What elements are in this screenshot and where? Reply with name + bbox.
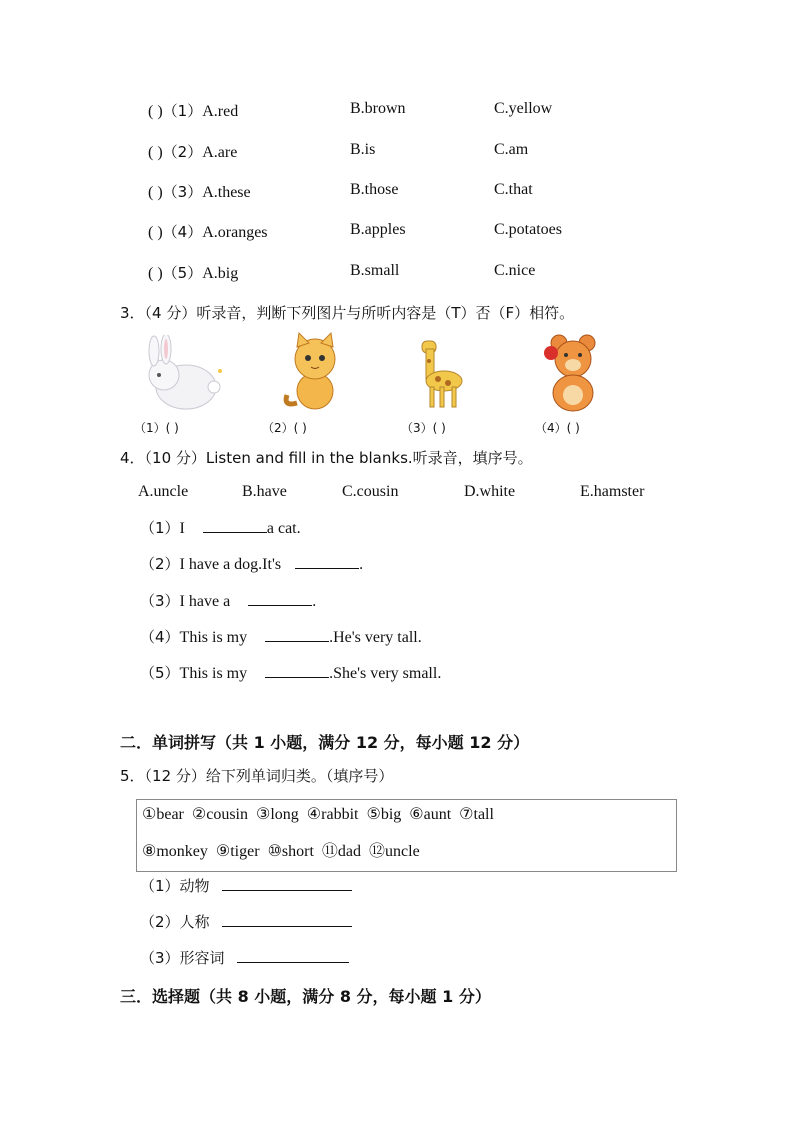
q4-item	[140, 662, 441, 683]
word: ⑫uncle	[369, 843, 420, 860]
q2-row	[148, 100, 238, 121]
option-b: B.apples	[350, 221, 406, 238]
category-label: 动物	[179, 877, 210, 895]
item-prefix: This is my	[179, 629, 248, 646]
word: ③long	[256, 806, 299, 823]
option-c: C.yellow	[494, 100, 553, 117]
q4-title: 4．（10 分）Listen and fill in the blanks.听录音，填序号。	[120, 449, 533, 467]
answer-blank[interactable]	[222, 876, 352, 891]
q4-option: E.hamster	[580, 483, 645, 500]
item-number: （5）	[140, 664, 180, 682]
option-a: A.are	[202, 144, 238, 161]
answer-blank[interactable]	[295, 554, 359, 569]
answer-blank[interactable]	[222, 912, 352, 927]
q4-item	[140, 590, 316, 611]
category-line	[140, 875, 352, 896]
item-number: （3）	[162, 183, 203, 201]
giraffe-icon	[414, 333, 470, 411]
item-number: （2）	[140, 555, 180, 573]
option-c: C.potatoes	[494, 221, 562, 238]
q3-answer-1[interactable]: （1）( )	[134, 421, 179, 435]
item-suffix: .	[312, 593, 317, 610]
word: ②cousin	[191, 806, 248, 823]
q4-option: D.white	[464, 483, 516, 500]
option-c: C.am	[494, 141, 529, 158]
q3-answer-4[interactable]: （4）( )	[535, 421, 580, 435]
item-number: （4）	[140, 628, 180, 646]
answer-paren[interactable]: ( )	[148, 224, 163, 241]
category-label: 人称	[179, 913, 210, 931]
word: ⑤big	[366, 806, 402, 823]
word: ⑪dad	[321, 843, 362, 860]
word: ⑧monkey	[142, 843, 208, 860]
item-number: （4）	[162, 223, 203, 241]
item-prefix: I	[179, 520, 185, 537]
bear-icon	[541, 333, 605, 413]
answer-paren[interactable]: ( )	[148, 184, 163, 201]
word: ⑦tall	[459, 806, 494, 823]
item-number: （1）	[140, 877, 180, 895]
option-c: C.nice	[494, 262, 536, 279]
q2-row	[148, 262, 238, 283]
category-line	[140, 911, 352, 932]
word-bank-row-1	[142, 804, 494, 824]
item-suffix: .	[359, 556, 364, 573]
item-prefix: I have a dog.It's	[179, 556, 282, 573]
category-line	[140, 947, 349, 968]
item-number: （2）	[140, 913, 180, 931]
word: ⑥aunt	[409, 806, 452, 823]
q4-item	[140, 553, 363, 574]
cat-icon	[279, 331, 347, 413]
q2-row	[148, 221, 268, 242]
q3-title: 3．（4 分）听录音，判断下列图片与所听内容是（T）否（F）相符。	[120, 304, 575, 322]
item-prefix: I have a	[179, 593, 231, 610]
q5-title: 5．（12 分）给下列单词归类。（填序号）	[120, 767, 394, 785]
answer-blank[interactable]	[203, 518, 267, 533]
item-number: （3）	[140, 949, 180, 967]
option-b: B.brown	[350, 100, 406, 117]
item-number: （3）	[140, 592, 180, 610]
item-number: （1）	[140, 519, 180, 537]
word: ⑩short	[267, 843, 314, 860]
option-a: A.big	[202, 265, 239, 282]
option-a: A.oranges	[202, 224, 268, 241]
item-number: （5）	[162, 264, 203, 282]
q4-item	[140, 626, 422, 647]
q4-option: B.have	[242, 483, 287, 500]
option-a: A.red	[202, 103, 239, 120]
q4-option: C.cousin	[342, 483, 399, 500]
answer-blank[interactable]	[265, 627, 329, 642]
answer-paren[interactable]: ( )	[148, 103, 163, 120]
answer-blank[interactable]	[237, 948, 349, 963]
section-heading: 三．选择题（共 8 小题，满分 8 分，每小题 1 分）	[120, 987, 491, 1006]
category-label: 形容词	[179, 949, 225, 967]
option-c: C.that	[494, 181, 533, 198]
option-b: B.those	[350, 181, 399, 198]
word: ①bear	[142, 806, 184, 823]
item-suffix: a cat.	[266, 520, 301, 537]
q4-item	[140, 517, 301, 538]
item-number: （2）	[162, 143, 203, 161]
item-suffix: .She's very small.	[329, 665, 442, 682]
answer-paren[interactable]: ( )	[148, 265, 163, 282]
word: ⑨tiger	[215, 843, 260, 860]
section-heading: 二．单词拼写（共 1 小题，满分 12 分，每小题 12 分）	[120, 733, 530, 752]
answer-blank[interactable]	[265, 663, 329, 678]
q2-row	[148, 181, 251, 202]
item-number: （1）	[162, 102, 203, 120]
item-prefix: This is my	[179, 665, 248, 682]
option-b: B.is	[350, 141, 376, 158]
rabbit-icon	[138, 335, 228, 415]
q3-answer-2[interactable]: （2）( )	[262, 421, 307, 435]
word-bank-row-2	[142, 838, 420, 861]
item-suffix: .He's very tall.	[329, 629, 422, 646]
q3-answer-3[interactable]: （3）( )	[401, 421, 446, 435]
option-a: A.these	[202, 184, 251, 201]
q4-option: A.uncle	[138, 483, 189, 500]
answer-paren[interactable]: ( )	[148, 144, 163, 161]
word: ④rabbit	[306, 806, 359, 823]
q2-row	[148, 141, 237, 162]
option-b: B.small	[350, 262, 400, 279]
answer-blank[interactable]	[248, 591, 312, 606]
